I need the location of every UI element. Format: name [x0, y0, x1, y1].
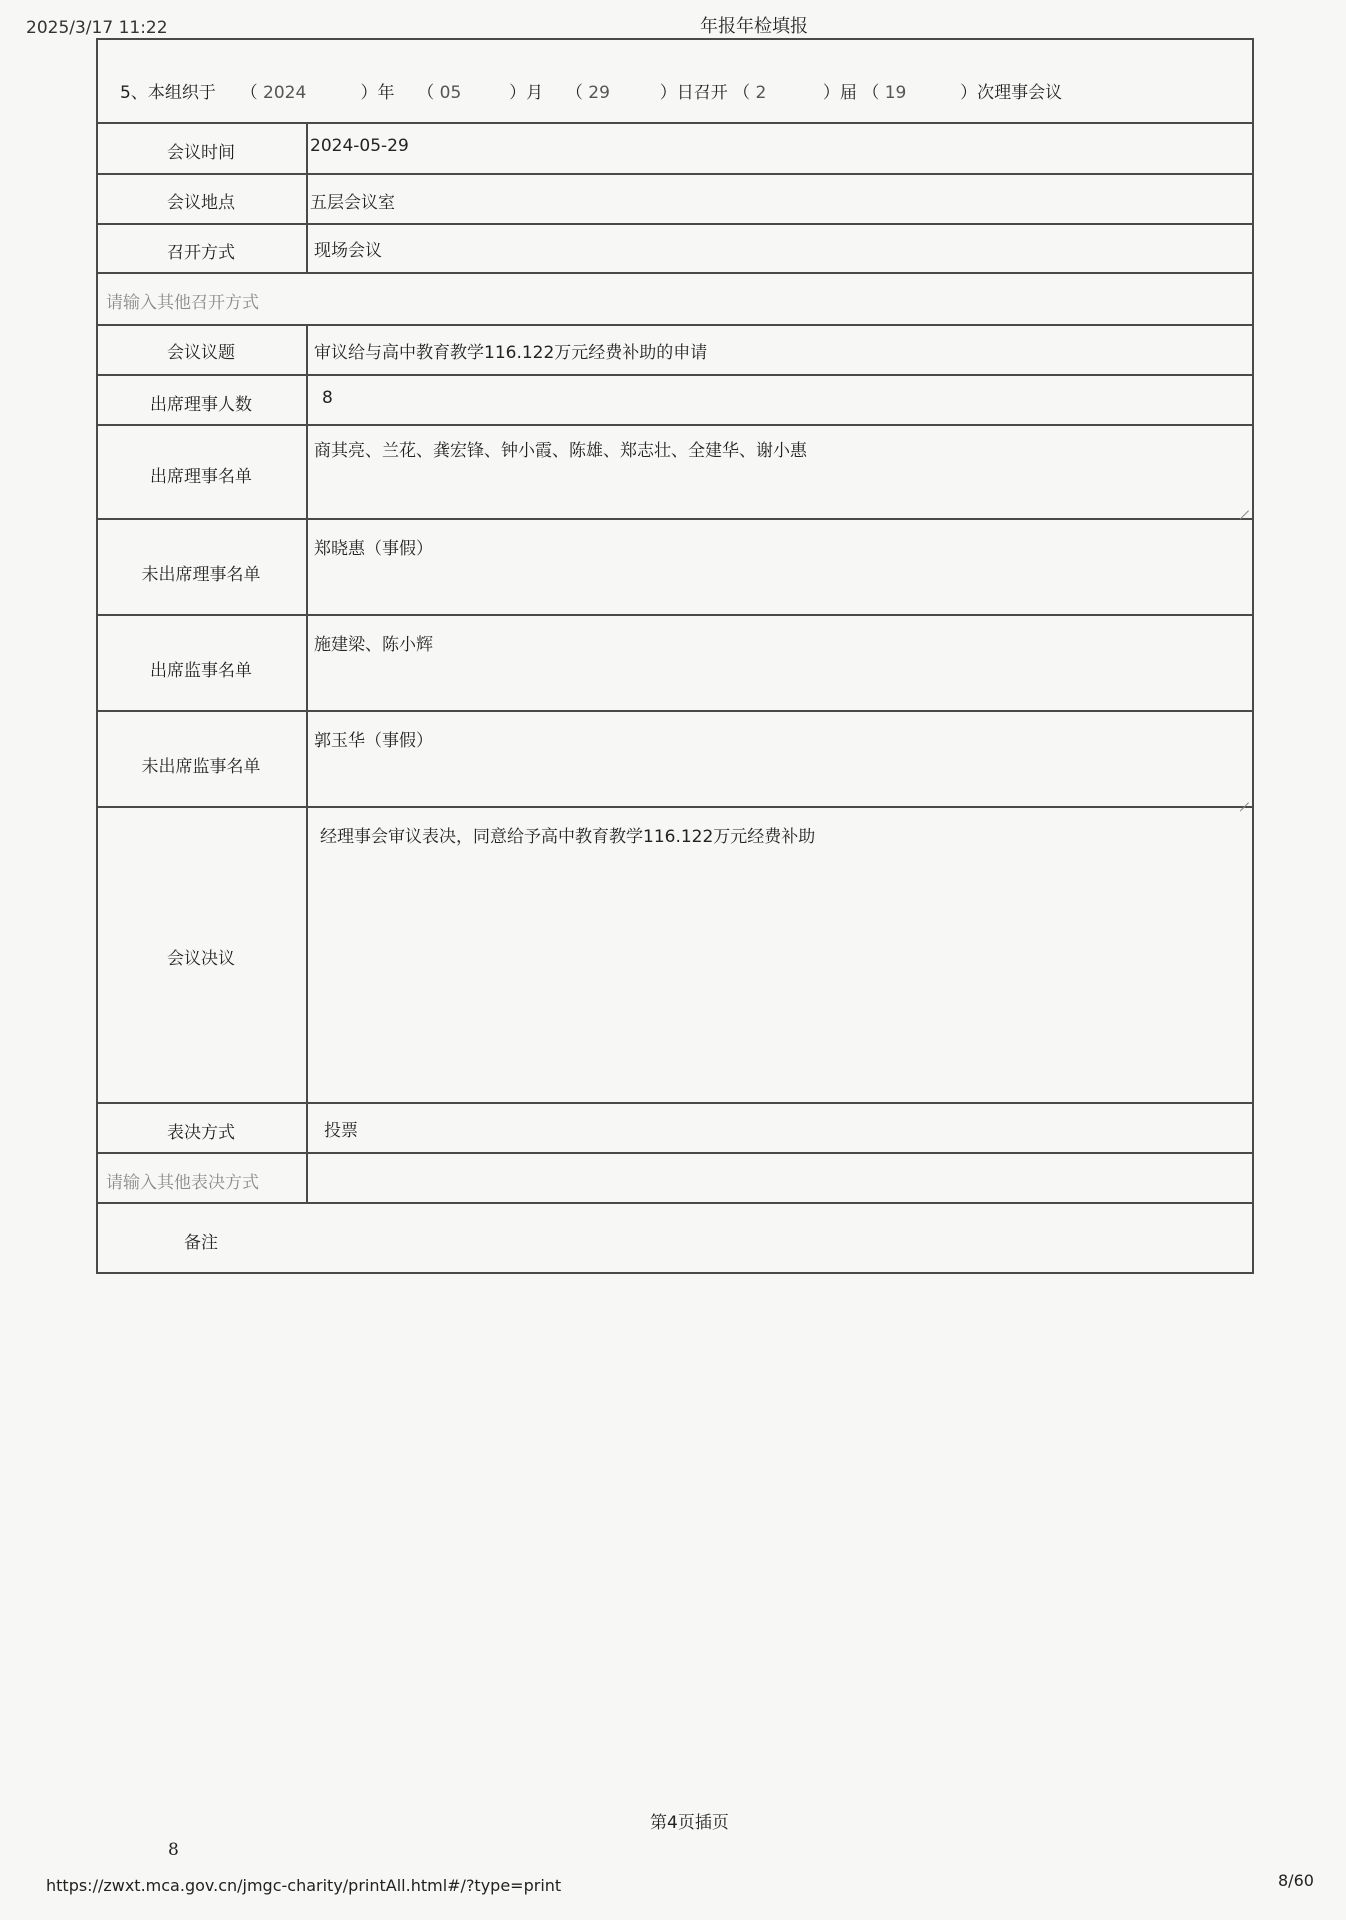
- absent-supervisors-label: 未出席监事名单: [141, 757, 261, 777]
- meeting-method-label: 召开方式: [167, 243, 235, 263]
- year-label: 年: [377, 83, 395, 103]
- meeting-time-label: 会议时间: [167, 143, 235, 163]
- agenda-value[interactable]: 审议给与高中教育教学116.122万元经费补助的申请: [314, 343, 708, 363]
- page-title: 年报年检填报: [700, 16, 808, 37]
- attending-count-value[interactable]: 8: [322, 388, 333, 408]
- resolution-label: 会议决议: [167, 949, 235, 969]
- meeting-intro: [120, 78, 1062, 103]
- print-url: https://zwxt.mca.gov.cn/jmgc-charity/printAll.html#/?type=print: [46, 1876, 562, 1895]
- absent-directors-label: 未出席理事名单: [141, 565, 261, 585]
- intro-paren-close: ）: [659, 83, 677, 103]
- absent-supervisors-textarea[interactable]: 郭玉华（事假）: [314, 731, 433, 751]
- intro-paren-close: ）: [360, 83, 378, 103]
- intro-paren-close: ）: [822, 83, 840, 103]
- year-field[interactable]: 2024: [263, 83, 307, 103]
- intro-paren-open: （: [417, 83, 435, 103]
- session-field[interactable]: 19: [884, 83, 907, 103]
- term-label: 届: [839, 83, 857, 103]
- intro-paren-close: ）: [960, 83, 978, 103]
- month-field[interactable]: 05: [439, 83, 462, 103]
- day-label: 日召开: [676, 83, 728, 103]
- intro-paren-open: （: [240, 83, 258, 103]
- attending-directors-label: 出席理事名单: [150, 467, 252, 487]
- meeting-method-select[interactable]: 现场会议: [314, 241, 382, 261]
- intro-paren-close: ）: [509, 83, 527, 103]
- page-number: 8: [168, 1840, 179, 1860]
- meeting-form: [96, 38, 1254, 1274]
- attending-supervisors-label: 出席监事名单: [150, 661, 252, 681]
- meeting-place-value[interactable]: 五层会议室: [310, 193, 395, 213]
- absent-directors-textarea[interactable]: 郑晓惠（事假）: [314, 539, 433, 559]
- other-method-input[interactable]: 请输入其他召开方式: [106, 293, 259, 313]
- term-field[interactable]: 2: [755, 83, 767, 103]
- page-insert-label: 第4页插页: [650, 1813, 729, 1833]
- attending-count-label: 出席理事人数: [150, 395, 252, 415]
- intro-paren-open: （: [733, 83, 751, 103]
- voting-method-select[interactable]: 投票: [324, 1121, 358, 1141]
- resolution-textarea[interactable]: 经理事会审议表决，同意给予高中教育教学116.122万元经费补助: [320, 827, 816, 847]
- resize-grip-icon[interactable]: [1240, 796, 1250, 806]
- meeting-place-label: 会议地点: [167, 193, 235, 213]
- remarks-label: 备注: [184, 1233, 218, 1253]
- session-label: 次理事会议: [977, 83, 1063, 103]
- attending-supervisors-textarea[interactable]: 施建梁、陈小辉: [314, 635, 433, 655]
- page-count: 8/60: [1278, 1871, 1314, 1890]
- month-label: 月: [526, 83, 544, 103]
- resize-grip-icon[interactable]: [1240, 504, 1250, 514]
- intro-paren-open: （: [862, 83, 880, 103]
- other-voting-input[interactable]: 请输入其他表决方式: [106, 1173, 259, 1193]
- intro-paren-open: （: [565, 83, 583, 103]
- meeting-time-value[interactable]: 2024-05-29: [310, 136, 409, 156]
- voting-method-label: 表决方式: [167, 1123, 235, 1143]
- day-field[interactable]: 29: [588, 83, 610, 103]
- intro-prefix: 5、本组织于: [120, 83, 216, 103]
- print-datetime: 2025/3/17 11:22: [26, 18, 168, 38]
- attending-directors-textarea[interactable]: 商其亮、兰花、龚宏锋、钟小霞、陈雄、郑志壮、全建华、谢小惠: [314, 441, 807, 461]
- agenda-label: 会议议题: [167, 343, 235, 363]
